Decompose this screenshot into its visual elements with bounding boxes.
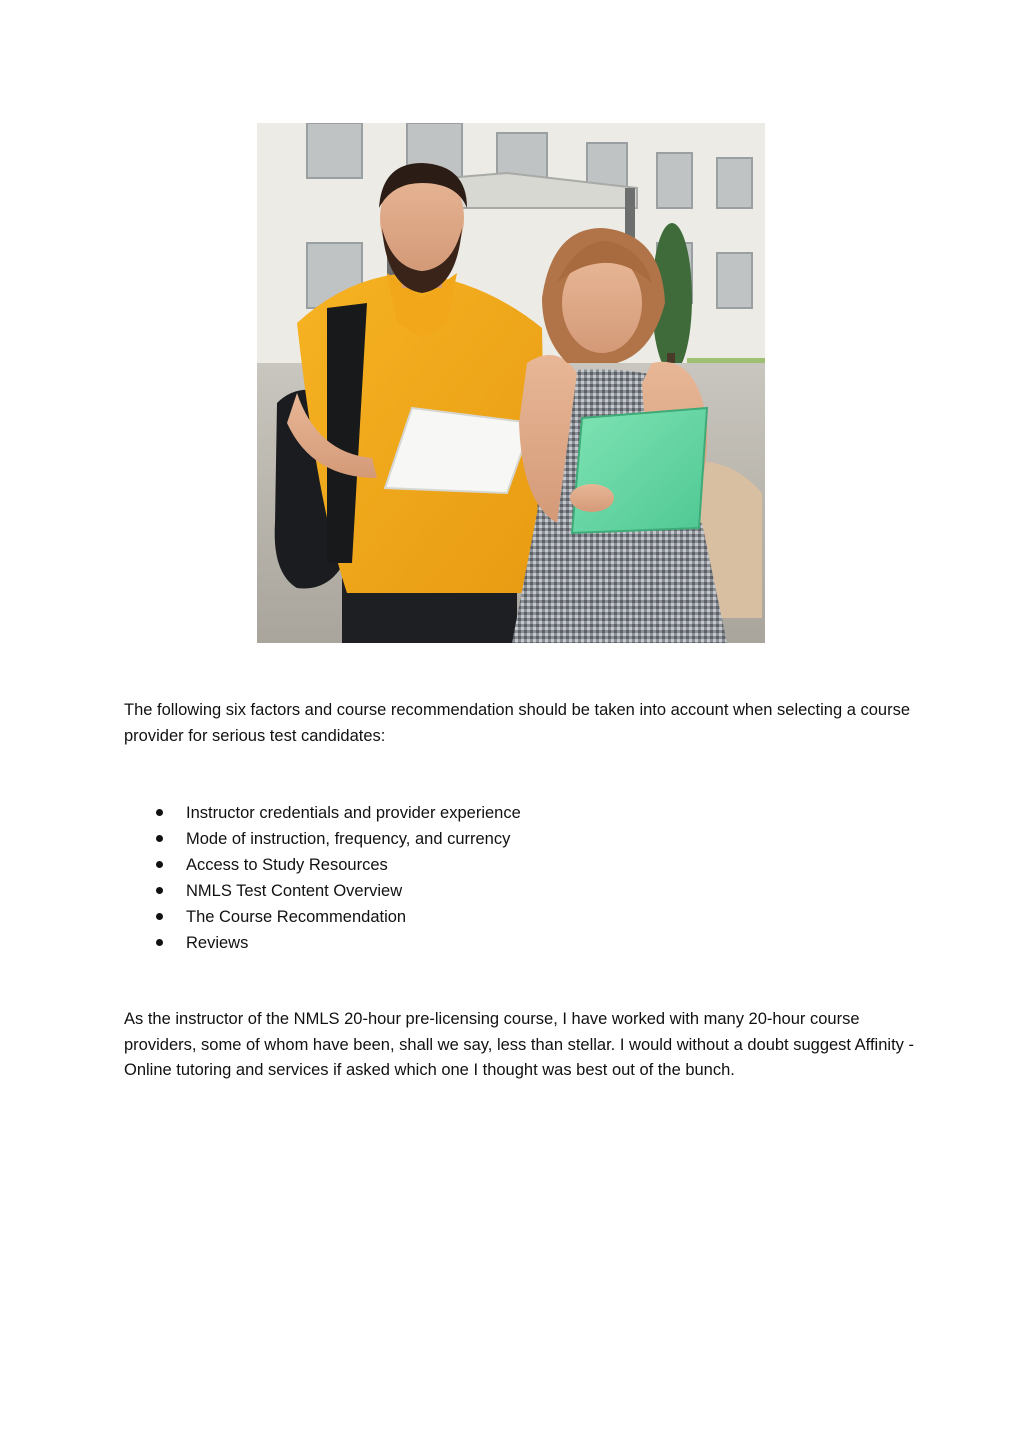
list-item-text: Reviews: [186, 934, 249, 952]
list-item: [124, 800, 521, 826]
students-photo-illustration: [257, 123, 765, 643]
list-item: [124, 852, 521, 878]
list-item: [124, 878, 521, 904]
bullet-icon: [156, 913, 163, 920]
list-item-text: NMLS Test Content Overview: [186, 882, 403, 900]
bullet-icon: [156, 835, 163, 842]
bullet-icon: [156, 887, 163, 894]
intro-paragraph: The following six factors and course recommendation should be taken into account when selecting a course provider for serious test candidates:: [124, 701, 911, 745]
list-item-text: Instructor credentials and provider experience: [186, 804, 521, 822]
bullet-icon: [156, 861, 163, 868]
list-item: [124, 904, 521, 930]
list-item: [124, 930, 521, 956]
closing-paragraph: As the instructor of the NMLS 20-hour pre-licensing course, I have worked with many 20-hour course providers, some of whom have been, shall we say, less than stellar. I would without a doubt suggest Affinity - Online tutoring and services if asked which one I thought was best out of the bunch.: [124, 1010, 914, 1079]
bullet-icon: [156, 939, 163, 946]
students-photo: [257, 123, 765, 643]
factors-list: [124, 800, 521, 956]
list-item-text: Mode of instruction, frequency, and currency: [186, 830, 511, 848]
list-item-text: Access to Study Resources: [186, 856, 388, 874]
list-item-text: The Course Recommendation: [186, 908, 407, 926]
bullet-icon: [156, 809, 163, 816]
list-item: [124, 826, 521, 852]
